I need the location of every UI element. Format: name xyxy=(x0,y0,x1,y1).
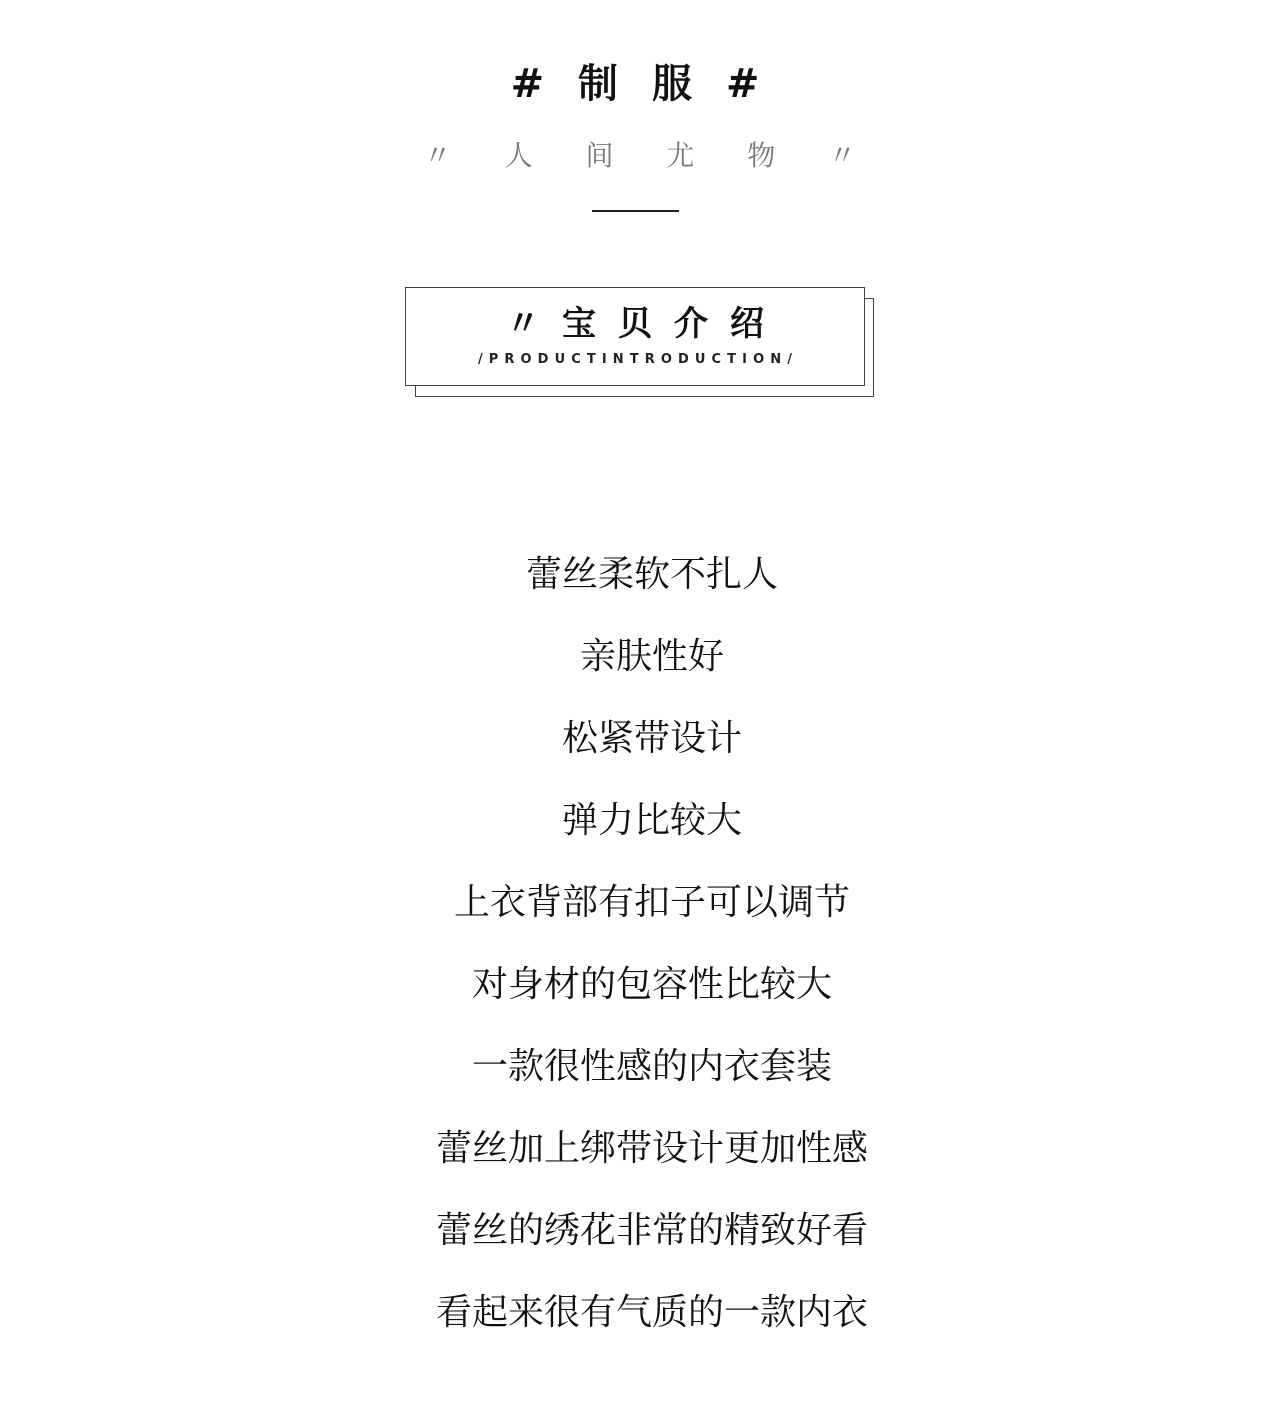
title-divider xyxy=(592,210,679,212)
feature-item: 亲肤性好 xyxy=(579,636,724,677)
feature-item: 松紧带设计 xyxy=(561,718,742,759)
intro-box-title: 〃宝贝介绍 xyxy=(506,304,786,344)
feature-item: 看起来很有气质的一款内衣 xyxy=(435,1292,868,1333)
feature-item: 蕾丝柔软不扎人 xyxy=(525,554,778,595)
intro-box-subtitle: /PRODUCTINTRODUCTION/ xyxy=(477,352,799,367)
feature-item: 一款很性感的内衣套装 xyxy=(471,1046,832,1087)
section-title: # 制 服 # xyxy=(510,61,770,107)
feature-item: 对身材的包容性比较大 xyxy=(471,964,832,1005)
feature-item: 弹力比较大 xyxy=(561,800,742,841)
feature-item: 蕾丝的绣花非常的精致好看 xyxy=(435,1210,868,1251)
feature-item: 上衣背部有扣子可以调节 xyxy=(453,882,850,923)
feature-list xyxy=(0,549,1280,1369)
feature-item: 蕾丝加上绑带设计更加性感 xyxy=(435,1128,868,1169)
section-subtitle: 〃 人 间 尤 物 〃 xyxy=(423,139,879,172)
